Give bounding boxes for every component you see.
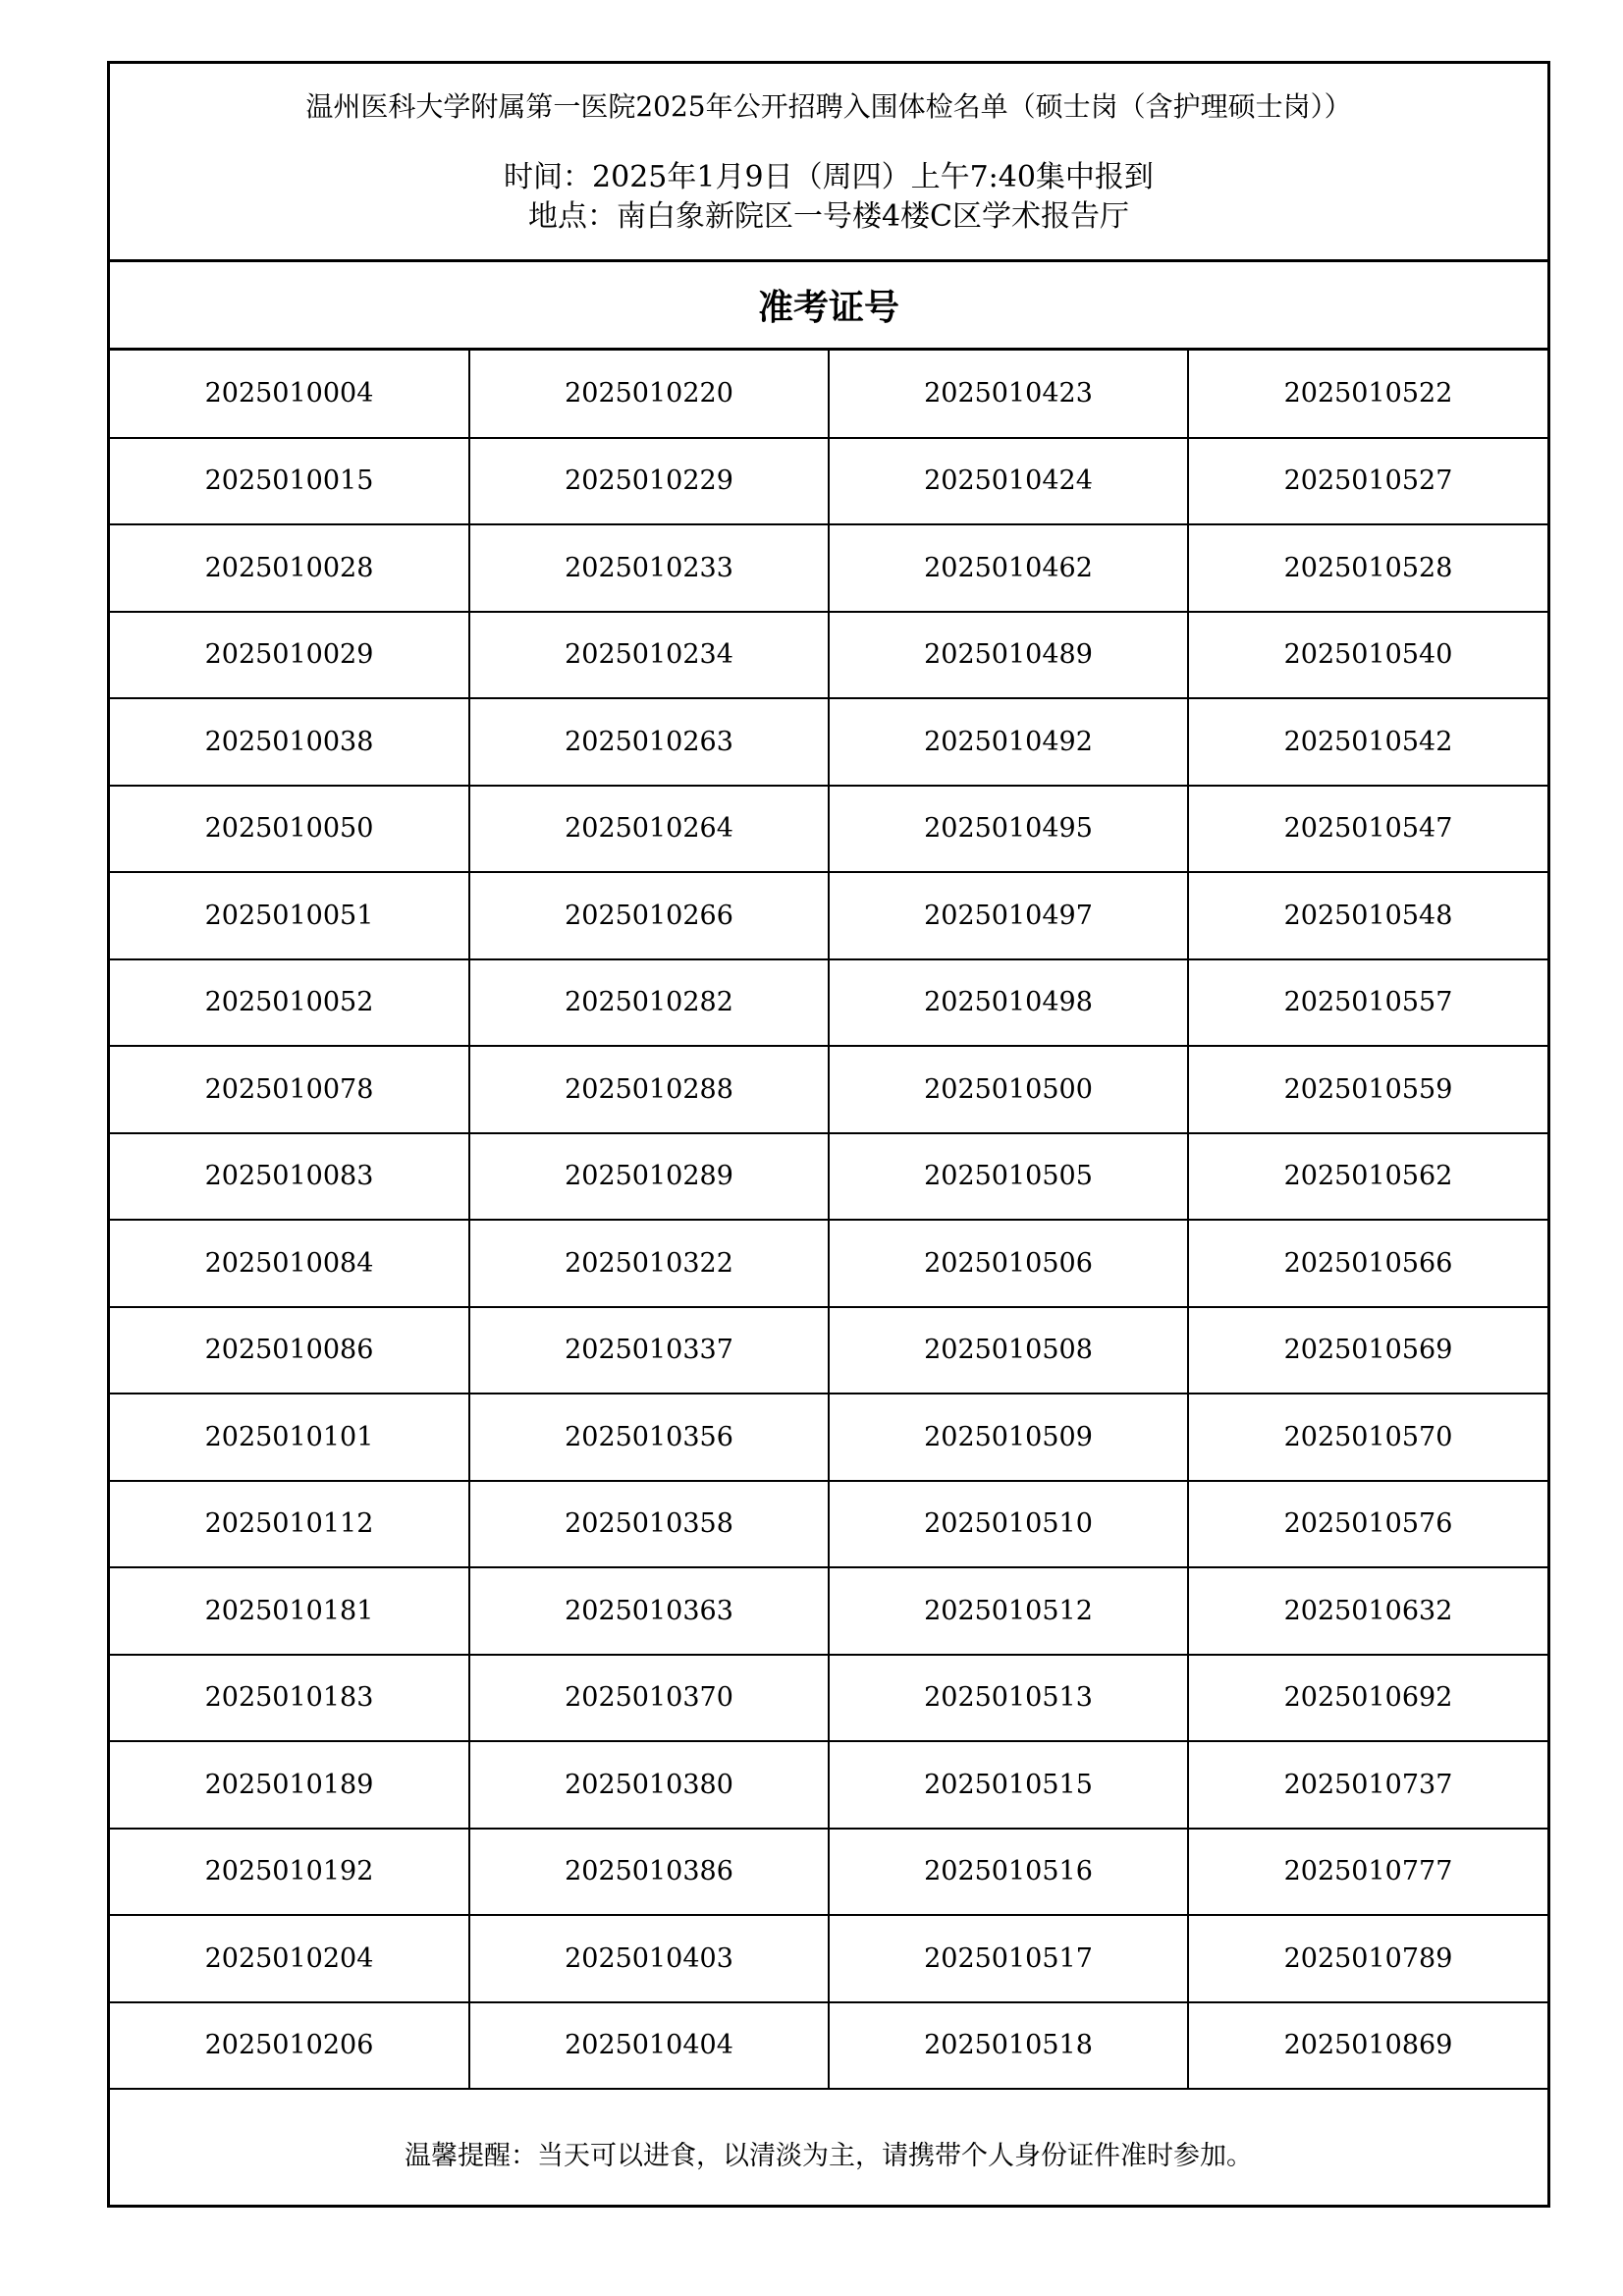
report-time: 时间：2025年1月9日（周四）上午7:40集中报到 (504, 160, 1154, 194)
exam-number-cell: 2025010489 (829, 612, 1188, 699)
exam-number-cell: 2025010424 (829, 438, 1188, 525)
table-row (110, 959, 1547, 1047)
exam-number-cell: 2025010576 (1188, 1481, 1547, 1568)
exam-number-cell: 2025010266 (469, 872, 829, 959)
exam-number-cell: 2025010509 (829, 1394, 1188, 1481)
exam-number-cell: 2025010559 (1188, 1046, 1547, 1133)
exam-number-cell: 2025010050 (110, 786, 469, 873)
exam-number-cell: 2025010363 (469, 1567, 829, 1655)
exam-number-cell: 2025010462 (829, 524, 1188, 612)
exam-number-cell: 2025010029 (110, 612, 469, 699)
exam-number-cell: 2025010051 (110, 872, 469, 959)
exam-number-cell: 2025010112 (110, 1481, 469, 1568)
exam-number-cell: 2025010083 (110, 1133, 469, 1221)
table-row (110, 1915, 1547, 2002)
exam-number-cell: 2025010206 (110, 2002, 469, 2090)
exam-number-cell: 2025010557 (1188, 959, 1547, 1047)
exam-number-cell: 2025010517 (829, 1915, 1188, 2002)
exam-number-cell: 2025010777 (1188, 1829, 1547, 1916)
exam-number-cell: 2025010562 (1188, 1133, 1547, 1221)
exam-number-cell: 2025010548 (1188, 872, 1547, 959)
exam-number-cell: 2025010282 (469, 959, 829, 1047)
exam-number-cell: 2025010492 (829, 698, 1188, 786)
table-row (110, 438, 1547, 525)
exam-number-cell: 2025010263 (469, 698, 829, 786)
exam-number-cell: 2025010078 (110, 1046, 469, 1133)
exam-number-cell: 2025010356 (469, 1394, 829, 1481)
exam-number-cell: 2025010204 (110, 1915, 469, 2002)
exam-number-cell: 2025010869 (1188, 2002, 1547, 2090)
exam-number-cell: 2025010181 (110, 1567, 469, 1655)
table-row (110, 524, 1547, 612)
exam-number-cell: 2025010403 (469, 1915, 829, 2002)
exam-number-cell: 2025010692 (1188, 1655, 1547, 1742)
exam-number-cell: 2025010004 (110, 351, 469, 438)
table-row (110, 1741, 1547, 1829)
table-row (110, 351, 1547, 438)
exam-number-cell: 2025010358 (469, 1481, 829, 1568)
exam-number-cell: 2025010028 (110, 524, 469, 612)
exam-number-cell: 2025010370 (469, 1655, 829, 1742)
table-row (110, 2002, 1547, 2090)
exam-number-cell: 2025010528 (1188, 524, 1547, 612)
exam-number-cell: 2025010495 (829, 786, 1188, 873)
exam-number-cell: 2025010288 (469, 1046, 829, 1133)
exam-number-cell: 2025010189 (110, 1741, 469, 1829)
exam-number-cell: 2025010015 (110, 438, 469, 525)
exam-number-cell: 2025010234 (469, 612, 829, 699)
exam-number-cell: 2025010570 (1188, 1394, 1547, 1481)
exam-list-document (107, 61, 1550, 2208)
exam-number-cell: 2025010737 (1188, 1741, 1547, 1829)
table-row (110, 872, 1547, 959)
exam-number-cell: 2025010518 (829, 2002, 1188, 2090)
exam-number-cell: 2025010789 (1188, 1915, 1547, 2002)
exam-number-cell: 2025010516 (829, 1829, 1188, 1916)
exam-number-cell: 2025010229 (469, 438, 829, 525)
exam-number-cell: 2025010264 (469, 786, 829, 873)
exam-number-cell: 2025010183 (110, 1655, 469, 1742)
table-row (110, 612, 1547, 699)
exam-number-cell: 2025010547 (1188, 786, 1547, 873)
exam-number-cell: 2025010498 (829, 959, 1188, 1047)
report-location: 地点：南白象新院区一号楼4楼C区学术报告厅 (527, 199, 1130, 234)
exam-number-cell: 2025010337 (469, 1307, 829, 1394)
exam-number-cell: 2025010569 (1188, 1307, 1547, 1394)
exam-number-cell: 2025010566 (1188, 1220, 1547, 1307)
exam-number-cell: 2025010101 (110, 1394, 469, 1481)
exam-number-cell: 2025010513 (829, 1655, 1188, 1742)
table-row (110, 1481, 1547, 1568)
document-header (110, 64, 1547, 262)
exam-number-cell: 2025010084 (110, 1220, 469, 1307)
exam-number-cell: 2025010220 (469, 351, 829, 438)
table-row (110, 1394, 1547, 1481)
exam-number-cell: 2025010540 (1188, 612, 1547, 699)
table-row (110, 1567, 1547, 1655)
exam-number-cell: 2025010632 (1188, 1567, 1547, 1655)
table-row (110, 698, 1547, 786)
table-row (110, 1046, 1547, 1133)
exam-number-cell: 2025010233 (469, 524, 829, 612)
exam-number-cell: 2025010512 (829, 1567, 1188, 1655)
document-title: 温州医科大学附属第一医院2025年公开招聘入围体检名单（硕士岗（含护理硕士岗）） (305, 90, 1352, 123)
table-row (110, 786, 1547, 873)
exam-number-cell: 2025010404 (469, 2002, 829, 2090)
table-row (110, 1307, 1547, 1394)
exam-number-cell: 2025010086 (110, 1307, 469, 1394)
exam-number-cell: 2025010497 (829, 872, 1188, 959)
exam-number-cell: 2025010052 (110, 959, 469, 1047)
exam-number-table (110, 351, 1547, 2090)
exam-number-cell: 2025010386 (469, 1829, 829, 1916)
exam-number-cell: 2025010542 (1188, 698, 1547, 786)
exam-number-cell: 2025010505 (829, 1133, 1188, 1221)
reminder-note: 温馨提醒：当天可以进食，以清淡为主，请携带个人身份证件准时参加。 (405, 2140, 1253, 2171)
exam-number-cell: 2025010527 (1188, 438, 1547, 525)
table-row (110, 1829, 1547, 1916)
table-row (110, 1220, 1547, 1307)
table-row (110, 1133, 1547, 1221)
exam-number-cell: 2025010322 (469, 1220, 829, 1307)
exam-number-cell: 2025010522 (1188, 351, 1547, 438)
table-row (110, 1655, 1547, 1742)
exam-number-cell: 2025010515 (829, 1741, 1188, 1829)
exam-number-cell: 2025010508 (829, 1307, 1188, 1394)
exam-number-cell: 2025010380 (469, 1741, 829, 1829)
exam-number-cell: 2025010038 (110, 698, 469, 786)
exam-number-cell: 2025010500 (829, 1046, 1188, 1133)
exam-number-cell: 2025010510 (829, 1481, 1188, 1568)
exam-number-cell: 2025010192 (110, 1829, 469, 1916)
column-header-exam-number: 准考证号 (110, 262, 1547, 351)
exam-number-cell: 2025010506 (829, 1220, 1188, 1307)
exam-number-cell: 2025010423 (829, 351, 1188, 438)
exam-number-cell: 2025010289 (469, 1133, 829, 1221)
